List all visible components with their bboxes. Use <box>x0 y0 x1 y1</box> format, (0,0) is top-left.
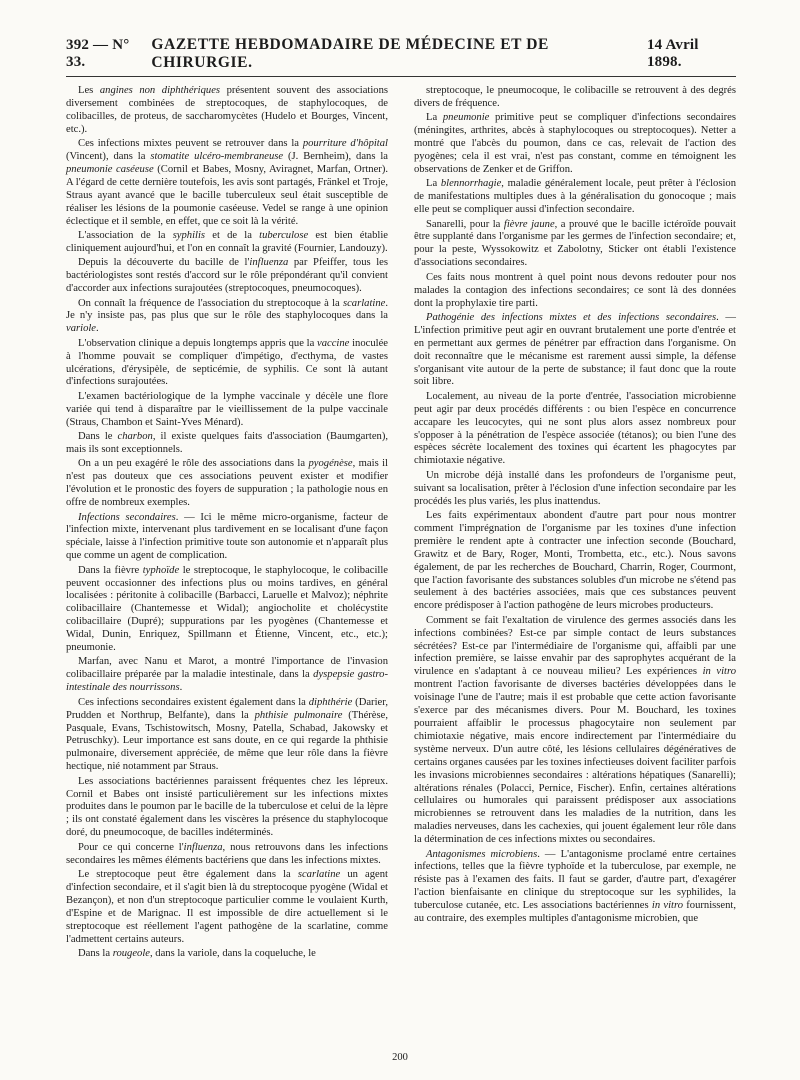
italic-term: rougeole <box>112 947 150 959</box>
text-run: On connaît la fréquence de l'association du streptocoque à la <box>78 297 343 309</box>
text-run: (J. Bernheim), dans la <box>283 151 388 163</box>
text-run: et de la <box>205 229 260 241</box>
paragraph <box>414 178 736 217</box>
text-run: primitive peut se compliquer d'infections secondaires (méningites, arthrites, abcès à staphylocoques ou streptocoques). Netter a montré que l'abcès du poumon, dans ce cas, relevait de l'action des pyogènes; cela il est vrai, n'est pas constant, comme en témoignent les observations de Zenker et de Griffon. <box>414 112 736 175</box>
italic-term: pneumonie caséeuse <box>66 163 154 175</box>
paragraph <box>414 312 736 389</box>
text-columns <box>66 85 736 962</box>
text-run: , il existe quelques faits d'association (Baumgarten), mais ils sont exceptionnels. <box>66 431 388 455</box>
italic-term: angines non diphthériques <box>99 85 221 96</box>
paragraph <box>66 298 388 337</box>
running-header <box>66 36 736 77</box>
italic-term: phthisie pulmonaire <box>254 709 343 721</box>
paragraph <box>414 272 736 311</box>
text-run: fournissent, au contraire, des exemples multiples d'antagonisme microbien, que <box>414 900 736 925</box>
text-run: , nous retrouvons dans les infections secondaires les mêmes éléments bactériens que dans les infections mixtes. <box>66 841 388 866</box>
text-run: le streptocoque, le staphylocoque, le colibacille peuvent occasionner des infections plus ou moins tardives, en général localisées : péritonite à colibacille (Barbacci, Laruelle et Malvoz); néphrite colibacillaire (Chantemesse et Widal); angiocholite et cholécystite colibacillaire (Dupré); suppurations par les pyogènes (Chantemesse et Widal, Dunin, Enriquez, Spillmann et Étienne, Vincent, etc., etc.); pneumonie. <box>66 564 389 654</box>
text-run: Pour ce qui concerne l' <box>78 841 184 853</box>
text-run: La <box>426 178 441 190</box>
paragraph <box>66 697 388 774</box>
text-run: . — L'antagonisme proclamé entre certaines infections, telles que la fièvre typhoïde et la tuberculose, par exemple, ne résiste pas à l'examen des faits. Il faut se garder, d'autre part, d'exagérer l'action bienfaisante en clinique du streptocoque sur les syphilides, la tuberculose cutanée, etc. Les associations bactériennes <box>414 848 736 912</box>
italic-term: Antagonismes microbiens <box>426 848 538 860</box>
text-run: Les faits expérimentaux abondent d'autre part pour nous montrer comment l'imprégnation de l'organisme par les toxines d'une infection première le rendent apte à contracter une infection seconde (Bouchard, Grawitz et de Bary, Roger, Monti, Trombetta, etc., etc.). Nous savons également, de par les recherches de Bouchard, Charrin, Roger, Courmont, que l'action favorisante des substances solubles d'un microbe ne s'étend pas seulement à des bactéries associées, mais que ces substances peuvent encore prédisposer à l'action pathogène de leurs microbes producteurs. <box>414 510 736 612</box>
paragraph <box>66 230 388 256</box>
paragraph <box>66 869 388 946</box>
paragraph <box>66 656 388 695</box>
text-run: Dans le <box>78 431 118 443</box>
italic-term: tuberculose <box>259 229 309 241</box>
text-run: Ces faits nous montrent à quel point nous devons redouter pour nos malades la contagion des infections secondaires; ce sont là des données dont la prophylaxie tire parti. <box>414 271 736 309</box>
paragraph <box>414 219 736 271</box>
paragraph <box>414 470 736 509</box>
paragraph <box>66 948 388 961</box>
text-run: streptocoque, le pneumocoque, le colibacille se retrouvent à des degrés divers de fréquence. <box>414 85 736 109</box>
text-run: , dans la variole, dans la coqueluche, le <box>149 947 316 959</box>
text-run: par Pfeiffer, tous les bactériologistes sont restés d'accord sur le rôle prépondérant qu'il convient d'accorder aux infections surajoutées (streptocoques, pneumocoques). <box>66 257 388 295</box>
text-run: Ces infections mixtes peuvent se retrouver dans la <box>78 138 303 150</box>
paragraph <box>66 458 388 510</box>
italic-term: diphthérie <box>308 696 353 708</box>
text-run: Comment se fait l'exaltation de virulence des germes associés dans les infections combinées? Est-ce par simple contact de leurs substances sécrétées? Est-ce par l'intermédiaire de l'organisme qui, affaibli par une infection première, se laisse envahir par des saprophytes acquérant de la virulence en s'adaptant à ce nouveau milieu? Les expériences <box>414 614 736 678</box>
left-column <box>66 85 388 962</box>
text-run: (Cornil et Babes, Mosny, Aviragnet, Marfan, Ortner). A l'égard de cette dernière toutefois, les avis sont partagés, Fränkel et Troje, Straus ayant avancé que le bacille tuberculeux seul était susceptible de réaliser les lésions de la poumonie caséeuse. Vedel se range à une opinion éclectique et il semble, en effet, que ce soit là la vérité. <box>66 163 388 227</box>
text-run: . Je n'y insiste pas, pas plus que sur le rôle des staphylocoques dans la <box>66 297 388 322</box>
text-run: La <box>426 112 443 124</box>
text-run: . — L'infection primitive peut agir en ouvrant brutalement une porte d'entrée et en permettant aux germes de pénétrer par effraction dans l'organisme. On doit reconnaître que le mécanisme est rarement aussi simple, la défense s'organisant vite autour de la perte de substance; il faut donc que la route soit libre. <box>414 311 736 388</box>
text-run: Les associations bactériennes paraissent fréquentes chez les lépreux. Cornil et Babes ont insisté particulièrement sur les infections mixtes produites dans le poumon par le bacille de la tuberculose et celui de la lèpre ; ils ont constaté également dans les viscères la présence du staphylocoque doré, du pneumocoque, de bacilles indéterminés. <box>66 775 388 839</box>
text-run: . <box>96 323 99 335</box>
italic-term: pneumonie <box>442 112 490 124</box>
paragraph <box>66 391 388 430</box>
text-run: Localement, au niveau de la porte d'entrée, l'association microbienne peut agir par deux procédés différents : ou bien l'espèce en concurrence accapare les leucocytes, qui ne sont plus alors assez nombreux pour s'opposer à la pénétration de l'espèce associée (tétanos); ou bien l'une des espèces sécrète localement des toxines qui écartent les phagocytes par chimiotaxie négative. <box>414 390 736 467</box>
text-run: L'observation clinique a depuis longtemps appris que la <box>78 337 318 349</box>
text-run: (Vincent), dans la <box>66 151 151 163</box>
italic-term: fièvre jaune <box>503 218 555 230</box>
italic-term: variole <box>66 323 97 335</box>
italic-term: influenza <box>249 257 289 269</box>
italic-term: typhoïde <box>142 564 180 576</box>
text-run: un agent d'infection secondaire, et il s'agit bien là du streptocoque pyogène (Widal et Bezançon), et non d'un streptocoque particulier comme le voulaient Kurth, d'Espine et de Marignac. Il est impossible de dire actuellement si le streptocoque est réellement l'agent pathogène de la scarlatine, comme l'admettent certains auteurs. <box>66 868 388 945</box>
right-column <box>414 85 736 962</box>
paragraph <box>414 849 736 926</box>
text-run: Un microbe déjà installé dans les profondeurs de l'organisme peut, suivant sa localisation, prêter à l'éclosion d'une infection secondaire par les procédés les plus variés, les plus inattendus. <box>414 469 736 507</box>
italic-term: syphilis <box>172 229 206 241</box>
paragraph <box>66 257 388 296</box>
paragraph <box>66 565 388 655</box>
text-run: Les <box>78 85 100 96</box>
text-run: , mais il n'est pas douteux que ces associations peuvent exister et modifier l'évolution et le pronostic des foyers de suppuration ; la pathologie nous en offre de nombreux exemples. <box>66 458 388 509</box>
paragraph <box>66 512 388 564</box>
italic-term: scarlatine <box>342 297 386 309</box>
italic-term: pyogénèse <box>308 458 353 470</box>
text-run: On a un peu exagéré le rôle des associations dans la <box>78 458 309 470</box>
text-run: . <box>179 682 183 694</box>
text-run: présentent souvent des associations diversement combinées de streptocoques, de staphylocoques, de colibacilles, de proteus, de saccharomycètes (Hudelo et Bourges, Vincent, etc.). <box>66 85 388 135</box>
text-run: , a prouvé que le bacille ictéroïde pouvait être supplanté dans l'organisme par les germes de l'infection secondaire; et, pour la peste, Wyssokowitz et Zabolotny, Sticker ont établi l'existence d'associations secondaires. <box>414 218 736 269</box>
paragraph <box>66 842 388 868</box>
text-run: Sanarelli, pour la <box>426 218 504 230</box>
text-run: montrent l'action favorisante de diverses bactéries développées dans le voisinage l'une de l'autre; mais il est probable que cette action favorisante s'exerce par des mécanismes divers. Pour M. Bouchard, les toxines pourraient affaiblir le processus phagocytaire non seulement par chimiotaxie négative, mais encore indirectement par l'intermédiaire du système nerveux. D'un autre côté, les lésions cellulaires dégénératives de certains organes causées par les toxines infectieuses doivent faciliter parfois les invasions microbiennes secondaires : altérations hépatiques (Sanarelli); altérations rénales (Polacci, Pernice, Fischer). Enfin, certaines altérations cellulaires ou humorales qui paraissent prédisposer aux associations microbiennes se retrouvent dans les maladies de la nutrition, dans les maladies nerveuses, dans les cachexies, qui jouent également leur rôle dans la détermination de ces infections mixtes ou secondaires. <box>414 679 736 846</box>
italic-term: in vitro <box>651 900 683 912</box>
text-run: Dans la fièvre <box>78 564 143 576</box>
text-run: (Thérèse, Pasquale, Evans, Tschistowitsch, Mosny, Patella, Schabad, Jakowsky et Petruschky). Leur importance est sans doute, en ce qui regarde la phthisie pulmonaire, diversement appréciée, de même que leur rôle dans la fièvre hectique, nié notamment par Straus. <box>66 709 388 773</box>
paragraph <box>414 391 736 468</box>
text-run: L'examen bactériologique de la lymphe vaccinale y décèle une flore variée qui tend à disparaître par le vieillissement de la pulpe vaccinale (Straus, Chambon et Saint-Yves Ménard). <box>66 390 388 428</box>
text-run: L'association de la <box>78 229 173 241</box>
italic-term: vaccine <box>317 337 350 349</box>
paragraph <box>66 85 388 137</box>
paragraph <box>66 431 388 457</box>
journal-title: GAZETTE HEBDOMADAIRE DE MÉDECINE ET DE CHIRURGIE. <box>151 36 549 71</box>
paragraph <box>66 776 388 841</box>
paragraph <box>66 138 388 228</box>
text-run: Le streptocoque peut être également dans la <box>78 868 298 880</box>
text-run: . — Ici le même micro-organisme, facteur de l'infection mixte, intervenant plus tardivement en se localisant d'une façon spéciale, laisse à l'infection primitive toute son autonomie et n'apparaît plus que comme un agent de complication. <box>66 511 388 562</box>
italic-term: charbon <box>117 431 153 443</box>
italic-term: Infections secondaires <box>78 511 176 523</box>
issue-date: 14 Avril 1898. <box>646 37 699 70</box>
italic-term: pourriture d'hôpital <box>302 138 388 150</box>
italic-term: influenza <box>183 841 223 853</box>
text-run: est bien établie cliniquement aujourd'hui, et l'on en connaît la gravité (Fournier, Landouzy). <box>66 229 389 254</box>
paragraph <box>414 615 736 847</box>
text-run: inoculée à l'homme pouvait se compliquer d'impétigo, d'ecthyma, de vastes ulcérations, d'érysipèle, de septicémie, de syphilis. Ce sont là autant d'infections surajoutées. <box>66 337 388 388</box>
italic-term: Pathogénie des infections mixtes et des infections secondaires <box>426 311 717 323</box>
page-issue-number: 392 — N° 33. <box>66 37 130 70</box>
paragraph <box>414 112 736 177</box>
text-run: Dans la <box>78 947 113 959</box>
italic-term: dyspepsie gastro-intestinale des nourrissons <box>66 669 388 694</box>
text-run: , maladie généralement locale, peut prêter à l'éclosion de manifestations multiples dues à la généralisation du gonocoque ; mais elle peut se compliquer aussi d'infection secondaire. <box>414 178 736 216</box>
text-run: Marfan, avec Nanu et Marot, a montré l'importance de l'invasion colibacillaire préparée par la maladie intestinale, dans la <box>66 656 388 681</box>
italic-term: scarlatine <box>297 868 341 880</box>
paragraph <box>414 85 736 111</box>
italic-term: blennorrhagie <box>440 178 502 190</box>
text-run: Depuis la découverte du bacille de l' <box>78 257 250 269</box>
paragraph <box>414 510 736 613</box>
text-run: (Darier, Prudden et Northrup, Belfante), dans la <box>66 696 388 721</box>
italic-term: in vitro <box>702 666 736 678</box>
page-footer-number: 200 <box>392 1052 408 1063</box>
text-run: Ces infections secondaires existent également dans la <box>78 696 309 708</box>
italic-term: stomatite ulcéro-membraneuse <box>150 151 284 163</box>
paragraph <box>66 338 388 390</box>
